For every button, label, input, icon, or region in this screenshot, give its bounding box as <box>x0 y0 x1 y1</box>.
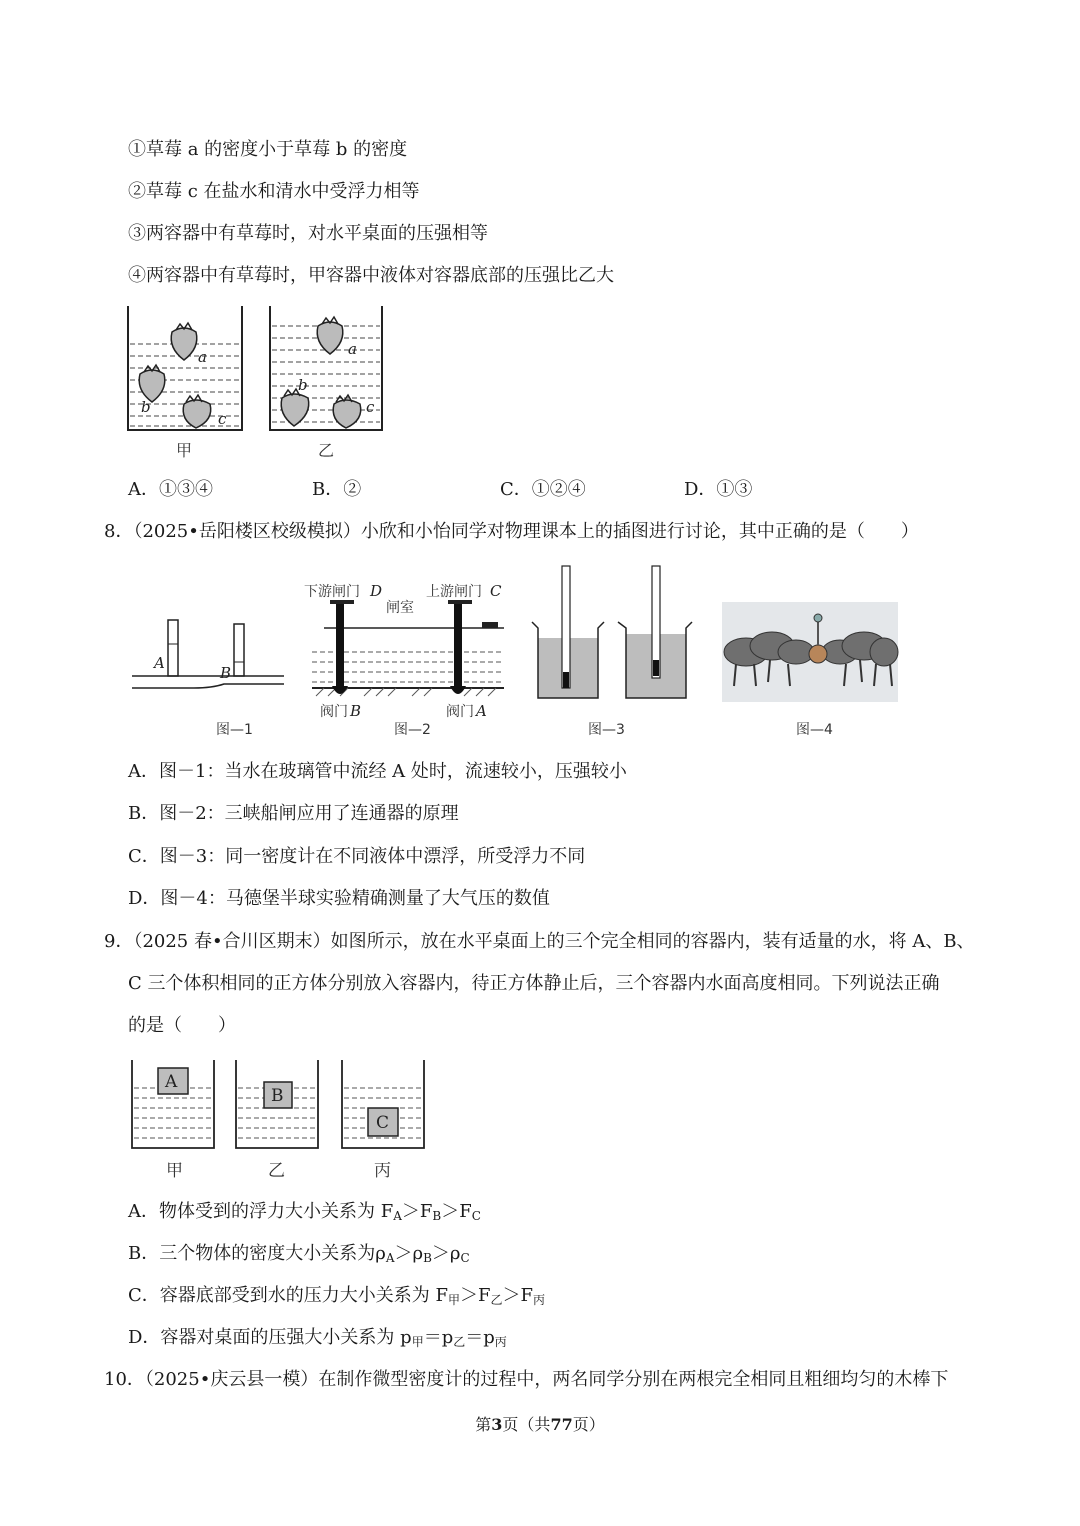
q8-stem: 8．（2025•岳阳楼区校级模拟）小欣和小怡同学对物理课本上的插图进行讨论，其中正确的是（ ） <box>104 521 919 542</box>
q9-option-d[interactable] <box>128 1326 507 1354</box>
q7-option-c[interactable]: C．①②④ <box>500 479 586 500</box>
q9-stem-line-1: 9．（2025 春•合川区期末）如图所示，放在水平桌面上的三个完全相同的容器内，装有适量的水，将 A、B、 <box>104 931 975 952</box>
caption-jia: 甲 <box>176 441 193 460</box>
block-a-label: A <box>165 1072 178 1092</box>
strawberry-a-yi <box>317 317 343 354</box>
caption-fig4: 图—4 <box>796 722 833 738</box>
q9-option-c-s3: 丙 <box>533 1293 546 1307</box>
figure-1-pipe <box>132 620 284 738</box>
figure-2-ship-lock <box>304 582 504 738</box>
q9-option-b-s3: C <box>460 1251 470 1265</box>
q9-option-a-f1: F <box>380 1201 394 1222</box>
caption-fig2: 图—2 <box>394 722 431 738</box>
q9-option-b-f2: ＞ρ <box>394 1243 424 1264</box>
q9-option-b-f1: ρ <box>375 1243 386 1264</box>
q9-option-d-f3: ＝p <box>465 1327 495 1348</box>
caption-jia-q9: 甲 <box>166 1161 183 1181</box>
q8-option-d[interactable]: D．图－4：马德堡半球实验精确测量了大气压的数值 <box>128 888 550 909</box>
strawberry-b-yi <box>281 389 309 426</box>
fig2-label-valve-a: 阀门 <box>446 704 474 720</box>
q9-option-b[interactable] <box>128 1242 470 1270</box>
q9-option-a-s2: B <box>432 1209 442 1223</box>
q9-option-c[interactable] <box>128 1284 545 1312</box>
q9-option-a-text: A．物体受到的浮力大小关系为 <box>128 1201 381 1222</box>
q9-option-b-s2: B <box>423 1251 432 1265</box>
strawberry-a-jia <box>171 323 197 360</box>
q9-option-d-text: D．容器对桌面的压强大小关系为 <box>128 1327 401 1348</box>
q7-option-a[interactable]: A．①③④ <box>128 479 213 500</box>
q8-option-c[interactable]: C．图－3：同一密度计在不同液体中漂浮，所受浮力不同 <box>128 846 586 867</box>
container-jia-q9 <box>132 1060 214 1181</box>
q7-statement-1: ①草莓 a 的密度小于草莓 b 的密度 <box>128 139 408 160</box>
caption-yi: 乙 <box>318 441 335 460</box>
q7-statement-4: ④两容器中有草莓时，甲容器中液体对容器底部的压强比乙大 <box>128 265 614 286</box>
footer-middle: 页（共 <box>502 1415 551 1434</box>
q8-figures <box>124 560 914 750</box>
caption-yi-q9: 乙 <box>268 1161 285 1181</box>
q9-option-b-text: B．三个物体的密度大小关系为 <box>128 1243 376 1264</box>
page-footer <box>0 1414 1080 1436</box>
label-b-yi: b <box>298 376 308 394</box>
footer-suffix: 页） <box>572 1415 605 1434</box>
fig2-label-upstream-gate: 上游闸门 <box>426 584 482 600</box>
fig2-label-a: A <box>476 702 487 720</box>
q9-option-c-f3: ＞F <box>502 1285 534 1306</box>
q7-option-b[interactable]: B．② <box>312 479 362 500</box>
q9-option-d-s1: 甲 <box>411 1335 424 1349</box>
container-yi-q9 <box>236 1060 318 1181</box>
fig1-label-a: A <box>154 654 165 672</box>
label-c-jia: c <box>218 410 227 428</box>
q9-option-d-f2: ＝p <box>423 1327 454 1348</box>
q9-stem-line-2: C 三个体积相同的正方体分别放入容器内，待正方体静止后，三个容器内水面高度相同。下列说法正确 <box>128 973 940 994</box>
q9-option-a[interactable] <box>128 1200 481 1228</box>
q8-option-a[interactable]: A．图－1：当水在玻璃管中流经 A 处时，流速较小，压强较小 <box>128 761 627 782</box>
q9-containers-figure <box>124 1052 434 1192</box>
fig2-label-valve-b: 阀门 <box>320 704 348 720</box>
fig2-label-downstream-gate: 下游闸门 <box>304 584 360 600</box>
strawberry-c-yi <box>333 395 361 428</box>
label-a-jia: a <box>198 348 207 366</box>
footer-total-pages: 77 <box>550 1415 573 1434</box>
q9-option-a-f2: ＞F <box>401 1201 433 1222</box>
fig2-label-b: B <box>350 702 362 720</box>
q9-option-c-s2: 乙 <box>490 1293 503 1307</box>
fig2-label-c: C <box>490 582 502 600</box>
figure-4-magdeburg <box>722 602 898 738</box>
q9-option-b-f3: ＞ρ <box>431 1243 461 1264</box>
q9-option-c-s1: 甲 <box>448 1293 461 1307</box>
block-c-label: C <box>376 1113 390 1133</box>
container-jia <box>128 306 242 460</box>
q9-option-c-text: C．容器底部受到水的压力大小关系为 <box>128 1285 436 1306</box>
caption-fig3: 图—3 <box>588 722 625 738</box>
label-b-jia: b <box>141 398 151 416</box>
caption-bing-q9: 丙 <box>374 1161 391 1181</box>
q7-strawberry-figure <box>120 300 400 470</box>
footer-page-number: 3 <box>491 1415 503 1434</box>
strawberry-b-jia <box>139 365 165 402</box>
container-yi <box>270 306 382 460</box>
fig2-label-lock-chamber: 闸室 <box>386 600 414 616</box>
q8-option-b[interactable]: B．图－2：三峡船闸应用了连通器的原理 <box>128 803 459 824</box>
q7-option-d[interactable]: D．①③ <box>684 479 753 500</box>
q9-option-c-f1: F <box>435 1285 448 1306</box>
q9-option-c-f2: ＞F <box>460 1285 491 1306</box>
q9-stem-line-3: 的是（ ） <box>128 1015 236 1036</box>
q9-option-b-s1: A <box>385 1251 395 1265</box>
q7-statement-2: ②草莓 c 在盐水和清水中受浮力相等 <box>128 181 420 202</box>
q9-option-d-s2: 乙 <box>453 1335 466 1349</box>
figure-3-beakers <box>532 566 692 738</box>
q10-stem: 10．（2025•庆云县一模）在制作微型密度计的过程中，两名同学分别在两根完全相同且粗细均匀的木棒下 <box>104 1369 949 1390</box>
footer-prefix: 第 <box>475 1415 492 1434</box>
q9-option-a-s1: A <box>393 1209 402 1223</box>
fig2-label-d: D <box>370 582 383 600</box>
strawberry-c-jia <box>183 395 211 428</box>
q9-option-d-s3: 丙 <box>494 1335 507 1349</box>
label-c-yi: c <box>366 398 375 416</box>
container-bing-q9 <box>342 1060 424 1181</box>
q9-option-a-f3: ＞F <box>441 1201 472 1222</box>
block-b-label: B <box>271 1086 284 1106</box>
q9-option-d-f1: p <box>400 1327 412 1348</box>
caption-fig1: 图—1 <box>216 722 253 738</box>
q9-option-a-s3: C <box>471 1209 481 1223</box>
q7-statement-3: ③两容器中有草莓时，对水平桌面的压强相等 <box>128 223 488 244</box>
fig1-label-b: B <box>220 664 232 682</box>
label-a-yi: a <box>348 340 357 358</box>
